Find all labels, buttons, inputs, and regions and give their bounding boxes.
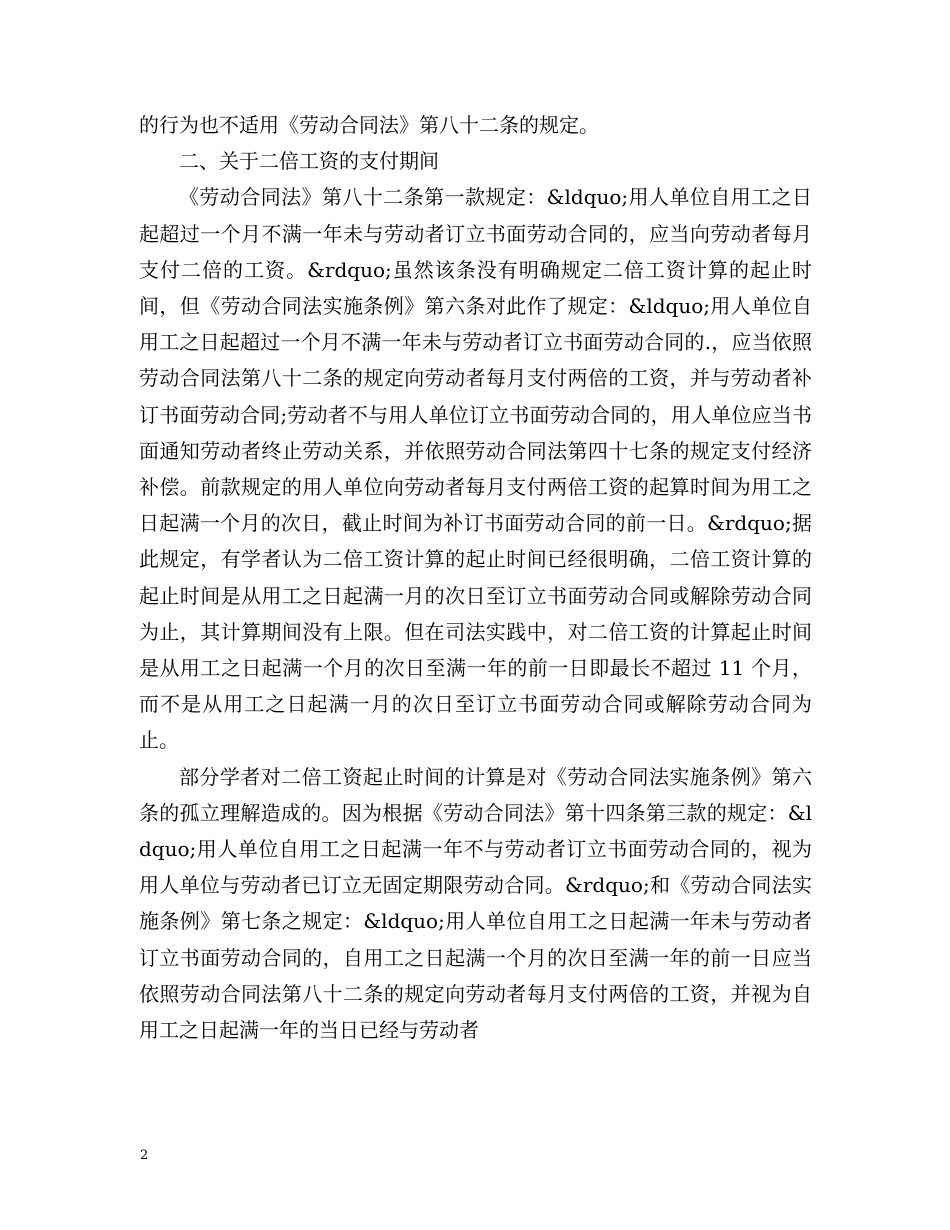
paragraph-continuation: 的行为也不适用《劳动合同法》第八十二条的规定。 [139,113,599,137]
page-number: 2 [140,1148,149,1163]
document-body [139,107,812,1048]
paragraph-double-wage-period: 《劳动合同法》第八十二条第一款规定：&ldquo;用人单位自用工之日起超过一个月不满一年未与劳动者订立书面劳动合同的，应当向劳动者每月支付二倍的工资。&rdquo;虽然该条没有明确规定二倍工资计算的起止时间，但《劳动合同法实施条例》第六条对此作了规定：&ldquo;用人单位自用工之日起超过一个月不满一年未与劳动者订立书面劳动合同的.，应当依照劳动合同法第八十二条的规定向劳动者每月支付两倍的工资，并与劳动者补订书面劳动合同;劳动者不与用人单位订立书面劳动合同的，用人单位应当书面通知劳动者终止劳动关系，并依照劳动合同法第四十七条的规定支付经济补偿。前款规定的用人单位向劳动者每月支付两倍工资的起算时间为用工之日起满一个月的次日，截止时间为补订书面劳动合同的前一日。&rdquo;据此规定，有学者认为二倍工资计算的起止时间已经很明确，二倍工资计算的起止时间是从用工之日起满一月的次日至订立书面劳动合同或解除劳动合同为止，其计算期间没有上限。但在司法实践中，对二倍工资的计算起止时间是从用工之日起满一个月的次日至满一年的前一日即最长不超过 11 个月，而不是从用工之日起满一月的次日至订立书面劳动合同或解除劳动合同为止。 [139,185,812,753]
section-heading: 二、关于二倍工资的支付期间 [179,149,439,174]
paragraph-scholar-interpretation: 部分学者对二倍工资起止时间的计算是对《劳动合同法实施条例》第六条的孤立理解造成的。因为根据《劳动合同法》第十四条第三款的规定：&ldquo;用人单位自用工之日起满一年不与劳动者订立书面劳动合同的，视为用人单位与劳动者已订立无固定期限劳动合同。&rdquo;和《劳动合同法实施条例》第七条之规定：&ldquo;用人单位自用工之日起满一年未与劳动者订立书面劳动合同的，自用工之日起满一个月的次日至满一年的前一日应当依照劳动合同法第八十二条的规定向劳动者每月支付两倍的工资，并视为自用工之日起满一年的当日已经与劳动者 [139,764,812,1043]
